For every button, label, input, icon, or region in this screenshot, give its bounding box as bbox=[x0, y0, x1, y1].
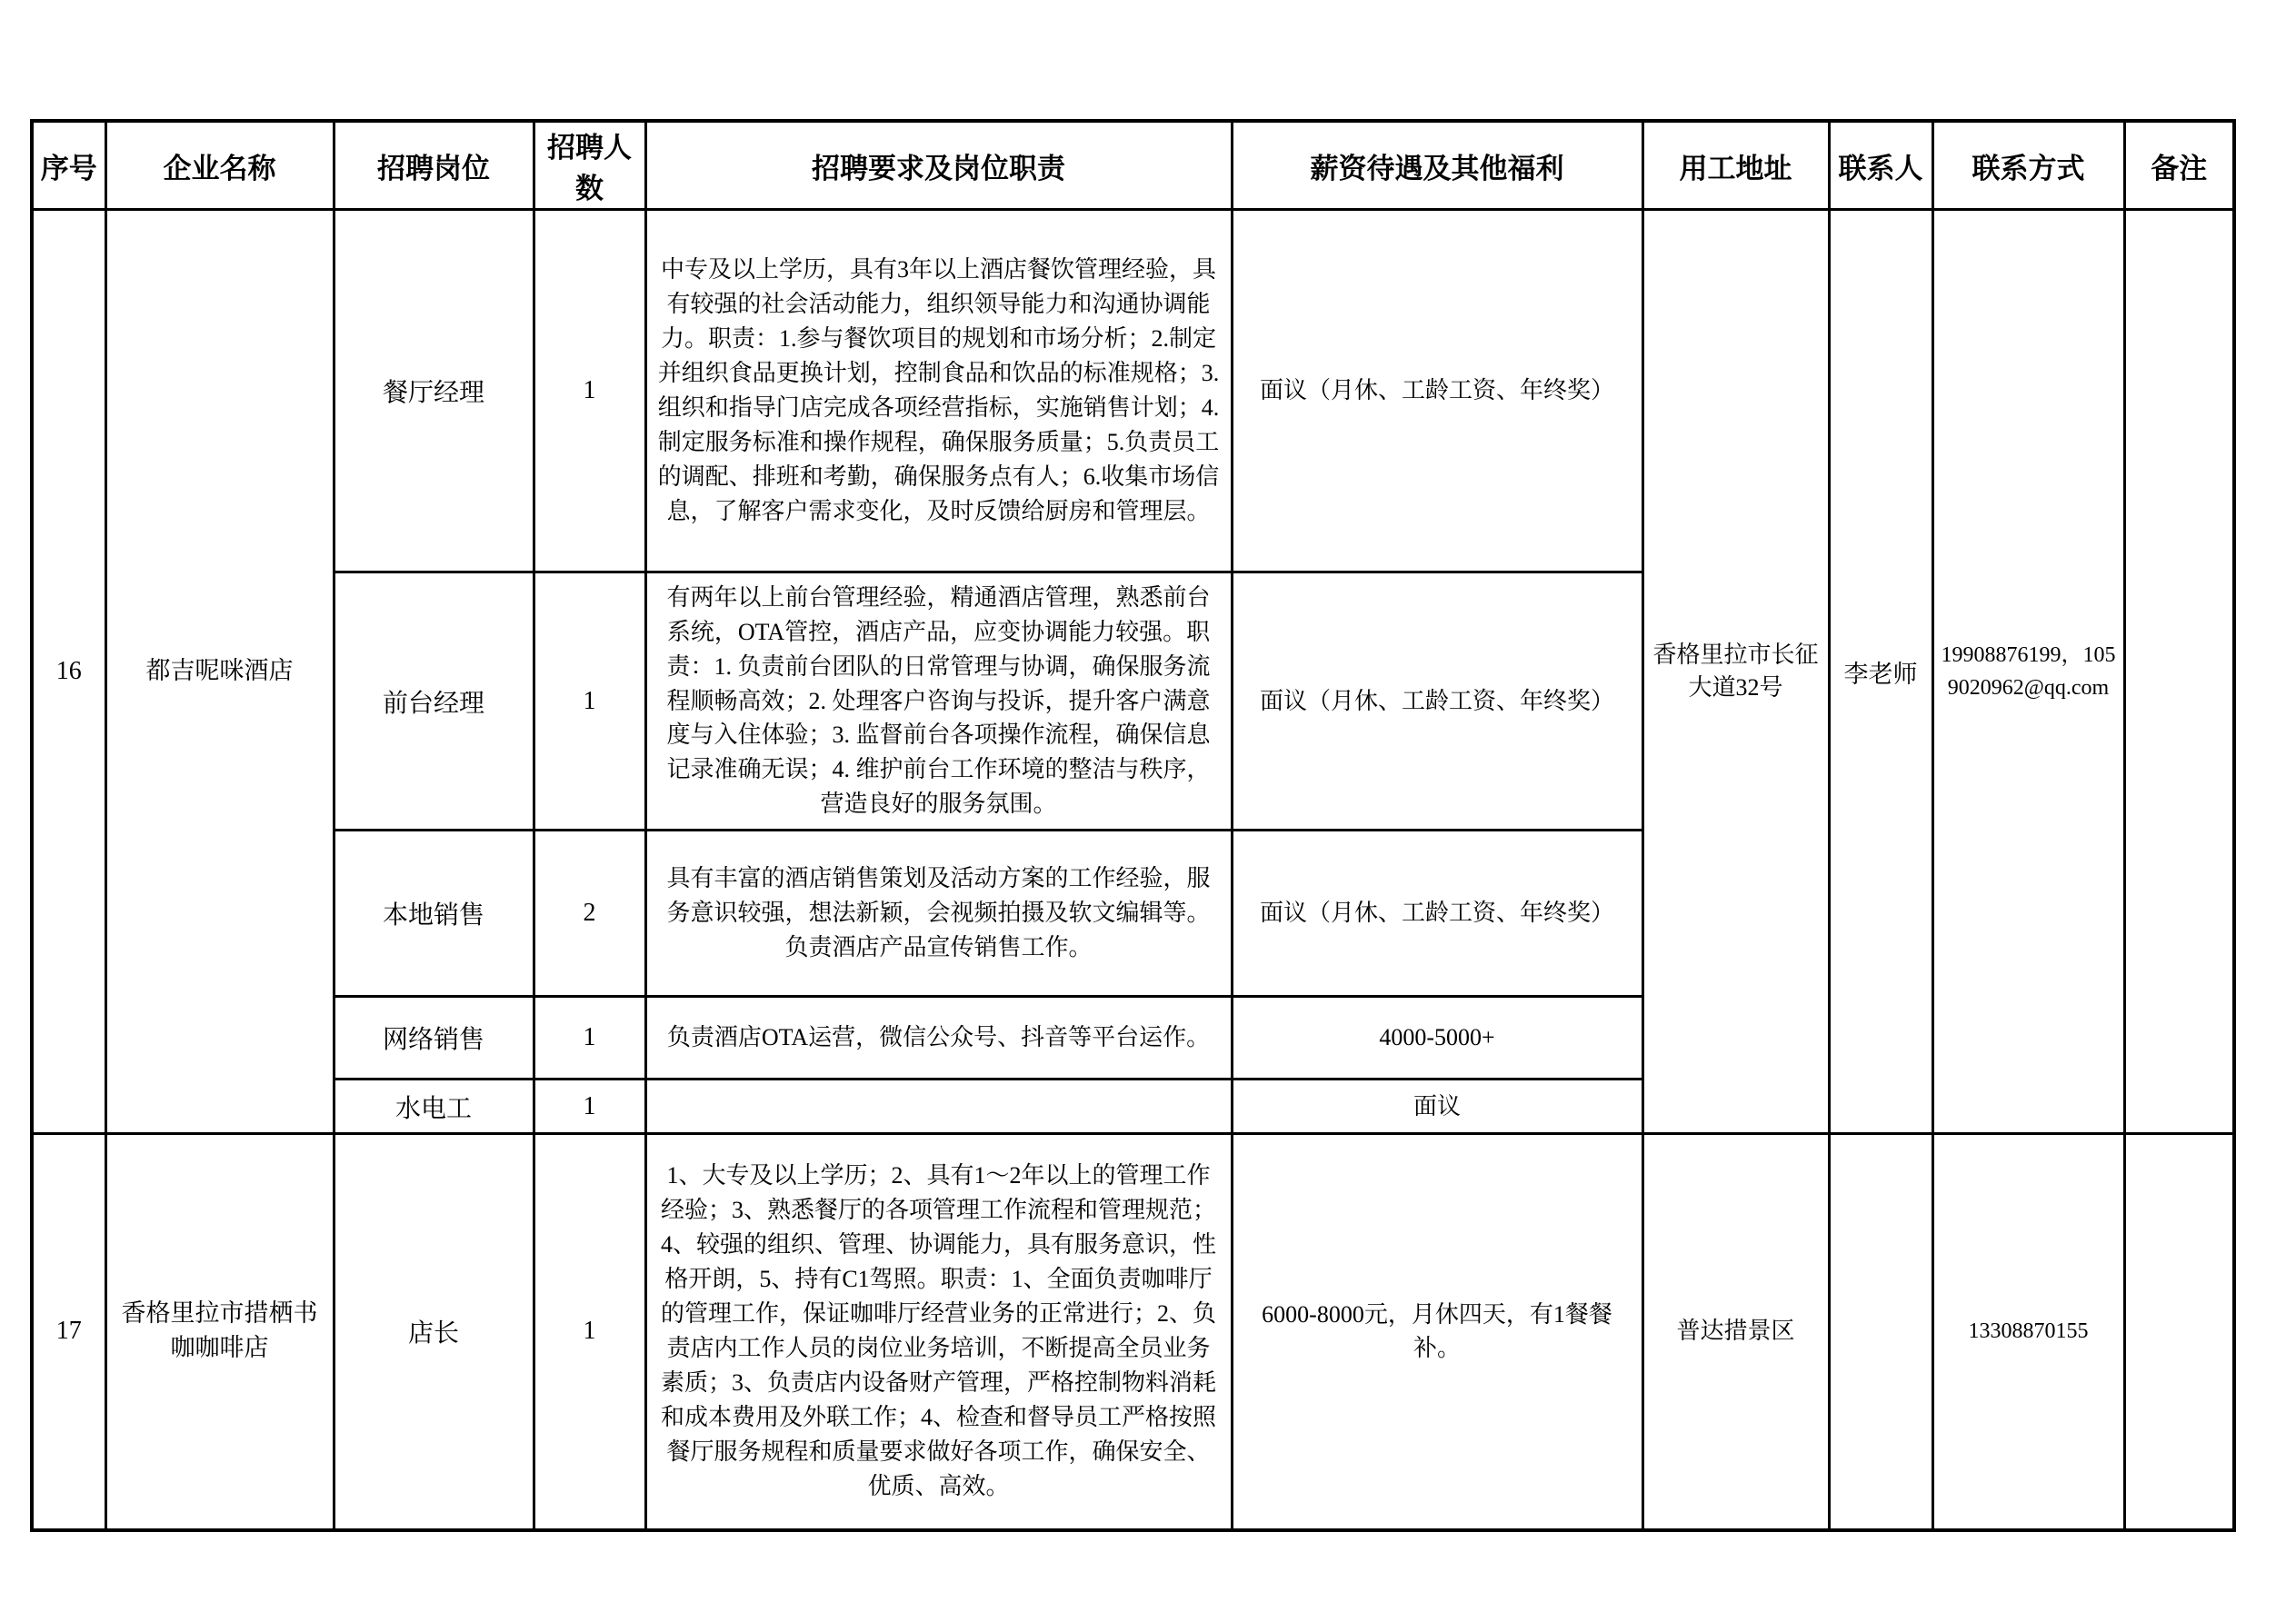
cell-company-name-16: 都吉呢咪酒店 bbox=[105, 210, 334, 1134]
cell-salary: 6000-8000元，月休四天，有1餐餐补。 bbox=[1232, 1134, 1642, 1530]
header-contact-info: 联系方式 bbox=[1932, 121, 2124, 210]
header-remark: 备注 bbox=[2124, 121, 2234, 210]
header-row bbox=[32, 121, 2234, 210]
cell-salary: 面议（月休、工龄工资、年终奖） bbox=[1232, 572, 1642, 831]
cell-position: 水电工 bbox=[334, 1080, 534, 1134]
cell-serial-16: 16 bbox=[32, 210, 105, 1134]
table-row bbox=[32, 1134, 2234, 1530]
cell-contact-person-16: 李老师 bbox=[1829, 210, 1932, 1134]
cell-salary: 面议 bbox=[1232, 1080, 1642, 1134]
cell-serial-17: 17 bbox=[32, 1134, 105, 1530]
header-headcount: 招聘人数 bbox=[534, 121, 645, 210]
cell-address-17: 普达措景区 bbox=[1642, 1134, 1829, 1530]
cell-requirements bbox=[645, 1080, 1232, 1134]
header-company: 企业名称 bbox=[105, 121, 334, 210]
header-salary: 薪资待遇及其他福利 bbox=[1232, 121, 1642, 210]
cell-headcount: 1 bbox=[534, 572, 645, 831]
cell-headcount: 2 bbox=[534, 831, 645, 997]
cell-remark-16 bbox=[2124, 210, 2234, 1134]
cell-position: 店长 bbox=[334, 1134, 534, 1530]
cell-contact-info-17: 13308870155 bbox=[1932, 1134, 2124, 1530]
cell-position: 前台经理 bbox=[334, 572, 534, 831]
header-position: 招聘岗位 bbox=[334, 121, 534, 210]
cell-headcount: 1 bbox=[534, 210, 645, 572]
header-requirements: 招聘要求及岗位职责 bbox=[645, 121, 1232, 210]
cell-headcount: 1 bbox=[534, 1134, 645, 1530]
cell-salary: 面议（月休、工龄工资、年终奖） bbox=[1232, 831, 1642, 997]
recruitment-table bbox=[30, 119, 2236, 1532]
cell-requirements: 中专及以上学历，具有3年以上酒店餐饮管理经验，具有较强的社会活动能力，组织领导能力和沟通协调能力。职责：1.参与餐饮项目的规划和市场分析；2.制定并组织食品更换计划，控制食品和饮品的标准规格；3.组织和指导门店完成各项经营指标，实施销售计划；4.制定服务标准和操作规程，确保服务质量；5.负责员工的调配、排班和考勤，确保服务点有人；6.收集市场信息，了解客户需求变化，及时反馈给厨房和管理层。 bbox=[645, 210, 1232, 572]
cell-position: 网络销售 bbox=[334, 997, 534, 1080]
cell-requirements: 具有丰富的酒店销售策划及活动方案的工作经验，服务意识较强，想法新颖，会视频拍摄及软文编辑等。负责酒店产品宣传销售工作。 bbox=[645, 831, 1232, 997]
cell-salary: 面议（月休、工龄工资、年终奖） bbox=[1232, 210, 1642, 572]
cell-contact-info-16: 19908876199，1059020962@qq.com bbox=[1932, 210, 2124, 1134]
cell-requirements: 有两年以上前台管理经验，精通酒店管理，熟悉前台系统，OTA管控，酒店产品，应变协调能力较强。职责：1. 负责前台团队的日常管理与协调，确保服务流程顺畅高效；2. 处理客户咨询与投诉，提升客户满意度与入住体验；3. 监督前台各项操作流程，确保信息记录准确无误；4. 维护前台工作环境的整洁与秩序，营造良好的服务氛围。 bbox=[645, 572, 1232, 831]
cell-address-16: 香格里拉市长征大道32号 bbox=[1642, 210, 1829, 1134]
cell-remark-17 bbox=[2124, 1134, 2234, 1530]
table-row bbox=[32, 210, 2234, 572]
cell-requirements: 负责酒店OTA运营，微信公众号、抖音等平台运作。 bbox=[645, 997, 1232, 1080]
cell-contact-person-17 bbox=[1829, 1134, 1932, 1530]
cell-headcount: 1 bbox=[534, 1080, 645, 1134]
header-address: 用工地址 bbox=[1642, 121, 1829, 210]
header-serial: 序号 bbox=[32, 121, 105, 210]
cell-headcount: 1 bbox=[534, 997, 645, 1080]
cell-salary: 4000-5000+ bbox=[1232, 997, 1642, 1080]
cell-requirements: 1、大专及以上学历；2、具有1～2年以上的管理工作经验；3、熟悉餐厅的各项管理工作流程和管理规范；4、较强的组织、管理、协调能力，具有服务意识，性格开朗，5、持有C1驾照。职责：1、全面负责咖啡厅的管理工作，保证咖啡厅经营业务的正常进行；2、负责店内工作人员的岗位业务培训，不断提高全员业务素质；3、负责店内设备财产管理，严格控制物料消耗和成本费用及外联工作；4、检查和督导员工严格按照餐厅服务规程和质量要求做好各项工作，确保安全、优质、高效。 bbox=[645, 1134, 1232, 1530]
cell-position: 餐厅经理 bbox=[334, 210, 534, 572]
cell-position: 本地销售 bbox=[334, 831, 534, 997]
cell-company-name-17: 香格里拉市措栖书咖咖啡店 bbox=[105, 1134, 334, 1530]
header-contact-person: 联系人 bbox=[1829, 121, 1932, 210]
